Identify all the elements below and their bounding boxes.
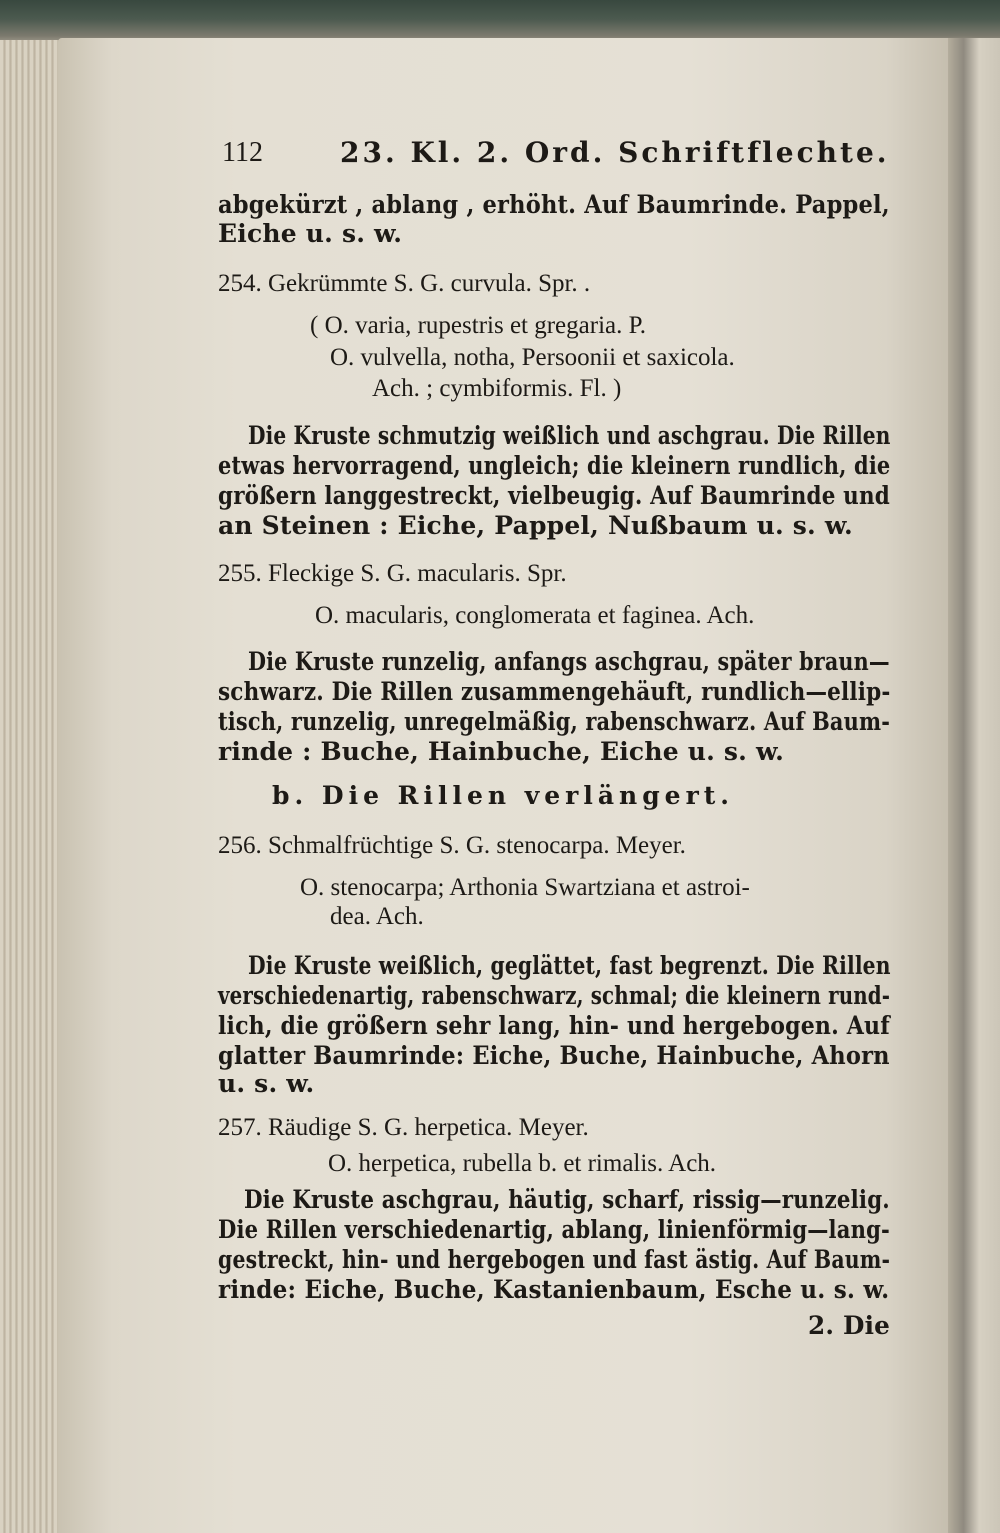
running-title: 23. Kl. 2. Ord. Schriftflechte. xyxy=(340,136,890,169)
synonym-line: O. herpetica, rubella b. et rimalis. Ach. xyxy=(328,1150,717,1177)
catchword: 2. Die xyxy=(808,1311,891,1340)
text-line: größern langgestreckt, vielbeugig. Auf Baumrinde und xyxy=(218,481,890,510)
entry-254-heading: 254. Gekrümmte S. G. curvula. Spr. . xyxy=(218,270,591,297)
synonym-line: dea. Ach. xyxy=(330,903,424,930)
text-line: rinde : Buche, Hainbuche, Eiche u. s. w. xyxy=(218,737,785,766)
text-line: verschiedenartig, rabenschwarz, schmal; die kleinern rund- xyxy=(218,981,891,1010)
entry-256-heading: 256. Schmalfrüchtige S. G. stenocarpa. Meyer. xyxy=(218,832,686,859)
text-line: glatter Baumrinde: Eiche, Buche, Hainbuche, Ahorn xyxy=(218,1041,890,1070)
synonym-line: ( O. varia, rupestris et gregaria. P. xyxy=(310,312,646,339)
text-line: Die Rillen verschiedenartig, ablang, linienförmig—lang- xyxy=(218,1215,890,1244)
text-line: etwas hervorragend, ungleich; die kleinern rundlich, die xyxy=(218,451,891,480)
section-heading: b. Die Rillen verlängert. xyxy=(272,781,735,810)
text-line: Eiche u. s. w. xyxy=(218,219,403,248)
entry-257-heading: 257. Räudige S. G. herpetica. Meyer. xyxy=(218,1114,589,1141)
page-number: 112 xyxy=(222,137,263,168)
synonym-line: O. macularis, conglomerata et faginea. Ach. xyxy=(315,602,755,629)
text-line: tisch, runzelig, unregelmäßig, rabenschwarz. Auf Baum- xyxy=(218,707,891,736)
text-line: Die Kruste aschgrau, häutig, scharf, rissig—runzelig. xyxy=(244,1185,890,1214)
synonym-line: O. vulvella, notha, Persoonii et saxicola. xyxy=(330,344,735,371)
text-line: abgekürzt , ablang , erhöht. Auf Baumrinde. Pappel, xyxy=(218,190,890,219)
synonym-line: O. stenocarpa; Arthonia Swartziana et astroi- xyxy=(300,874,750,901)
text-line: lich, die größern sehr lang, hin- und hergebogen. Auf xyxy=(218,1011,890,1040)
text-line: an Steinen : Eiche, Pappel, Nußbaum u. s. w. xyxy=(218,511,853,540)
text-line: Die Kruste weißlich, geglättet, fast begrenzt. Die Rillen xyxy=(248,951,891,980)
text-line: u. s. w. xyxy=(218,1069,315,1098)
entry-255-heading: 255. Fleckige S. G. macularis. Spr. xyxy=(218,560,567,587)
text-line: rinde: Eiche, Buche, Kastanienbaum, Esche u. s. w. xyxy=(218,1275,890,1304)
text-line: schwarz. Die Rillen zusammengehäuft, rundlich—ellip- xyxy=(218,677,891,706)
text-line: Die Kruste runzelig, anfangs aschgrau, später braun— xyxy=(248,647,890,676)
synonym-line: Ach. ; cymbiformis. Fl. ) xyxy=(372,375,622,402)
text-line: Die Kruste schmutzig weißlich und aschgrau. Die Rillen xyxy=(248,421,891,450)
text-line: gestreckt, hin- und hergebogen und fast ästig. Auf Baum- xyxy=(218,1245,891,1274)
